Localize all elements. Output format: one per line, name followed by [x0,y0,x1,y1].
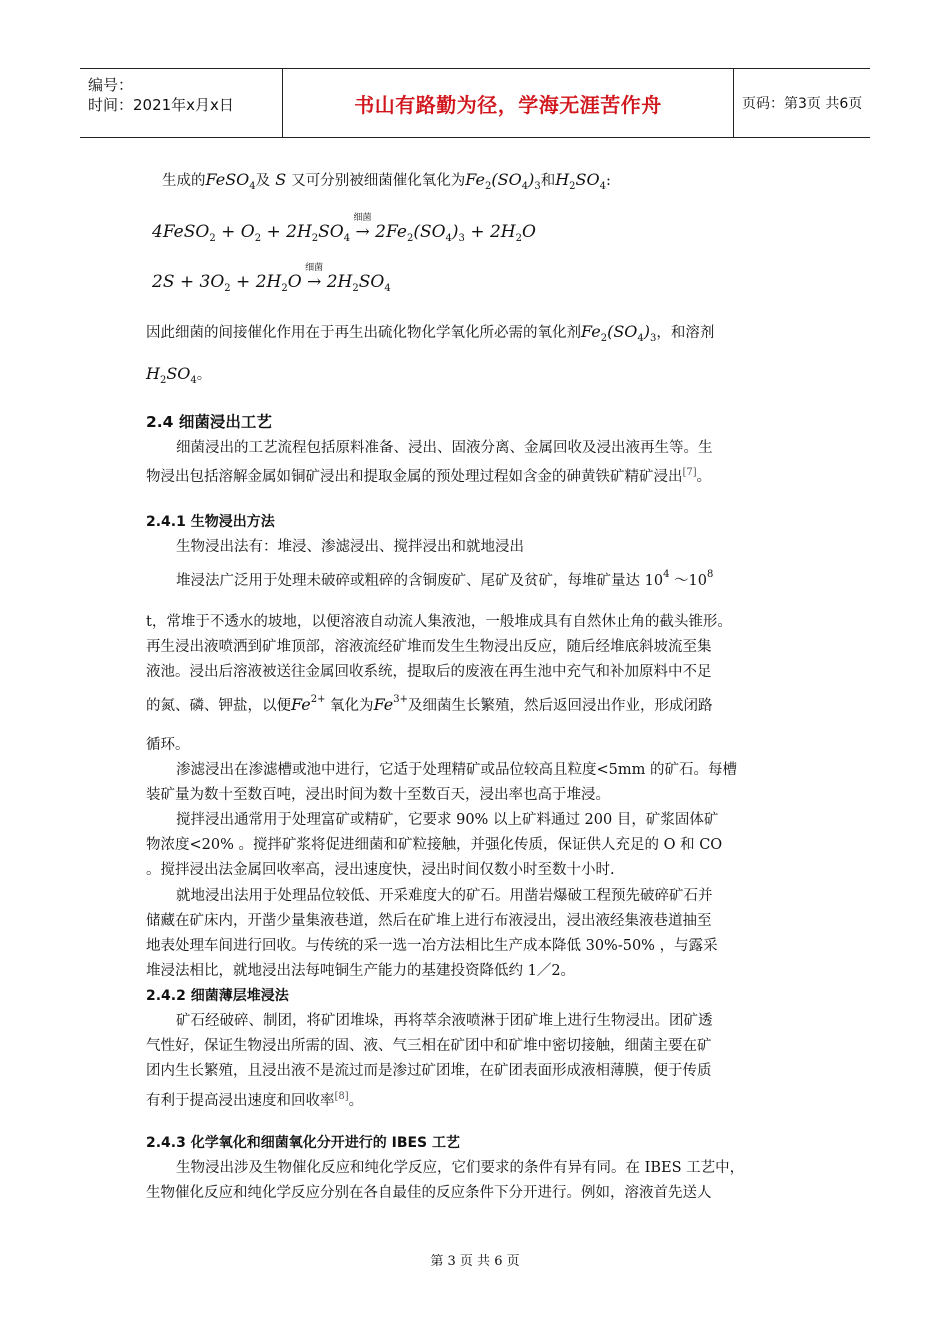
s241-line-4: 再生浸出液喷洒到矿堆顶部，溶液流经矿堆而发生生物浸出反应，随后经堆底斜坡流至集 [146,639,712,655]
text: 氧化为 [325,698,374,714]
number-label: 编号： [88,76,134,94]
text: 因此细菌的间接催化作用在于再生出硫化物化学氧化所必需的氧化剂 [146,325,581,341]
motto: 书山有路勤为径，学海无涯苦作舟 [282,69,734,137]
s241-line-7: 循环。 [146,737,190,753]
intro-line-2 [146,322,714,349]
s241-line-15: 地表处理车间进行回收。与传统的采一选一冶方法相比生产成本降低 30%-50% ，与露采 [146,938,718,954]
heading-2-4-1: 2.4.1 生物浸出方法 [146,514,275,530]
heading-2-4: 2.4 细菌浸出工艺 [146,413,272,431]
s242-line-1: 矿石经破碎、制团，将矿团堆垛，再将萃余液喷淋于团矿堆上进行生物浸出。团矿透 [176,1013,713,1029]
catalyst-label: 细菌 [305,263,324,273]
s241-line-11: 物浓度<20% 。搅拌矿浆将促进细菌和矿粒接触，并强化传质，保证供人充足的 O 和 CO [146,837,723,853]
formula-fe2so43: $Fe_2(SO_4)_3$ [465,170,541,192]
s241-line-10: 搅拌浸出通常用于处理富矿或精矿，它要求 90% 以上矿料通过 200 目，矿浆固体矿 [176,812,719,828]
s241-line-13: 就地浸出法用于处理品位较低、开采难度大的矿石。用凿岩爆破工程预先破碎矿石并 [176,888,713,904]
text: 生成的 [162,173,206,189]
s243-line-2: 生物催化反应和纯化学反应分别在各自最佳的反应条件下分开进行。例如，溶液首先送人 [146,1185,712,1201]
text: 及细菌生长繁殖，然后返回浸出作业，形成闭路 [408,698,713,714]
text: 。 [348,1093,364,1109]
text: 及 [255,173,271,189]
formula-h2so4: $H_2SO_4$ [555,170,606,192]
s242-line-3: 团内生长繁殖，且浸出液不是流过而是渗过矿团堆，在矿团表面形成液相薄膜，便于传质 [146,1063,712,1079]
text: 物浸出包括溶解金属如铜矿浸出和提取金属的预处理过程如含金的砷黄铁矿精矿浸出 [146,469,683,485]
text: 的氮、磷、钾盐，以便 [146,698,291,714]
intro-line-3 [146,364,211,391]
text: ，和溶剂 [656,325,715,341]
s241-line-5: 液池。浸出后溶液被送往金属回收系统，提取后的废液在再生池中充气和补加原料中不足 [146,664,712,680]
s243-line-1: 生物浸出涉及生物催化反应和纯化学反应，它们要求的条件有异有同。在 IBES 工艺中， [176,1160,745,1176]
s242-line-4 [146,1087,363,1111]
formula-s: S [270,170,292,189]
equation-1: 4FeSO$_2$ + $O_2 + 2H_2SO_4$ → 细菌 $2Fe_2(SO_4)_3 + 2H_2O$ [152,222,536,244]
s241-line-1: 生物浸出法有：堆浸、渗滤浸出、搅拌浸出和就地浸出 [176,539,524,555]
text: 和 [540,173,556,189]
text: 又可分别被细菌催化氧化为 [291,173,466,189]
catalyst-label: 细菌 [353,213,372,223]
s241-line-8: 渗滤浸出在渗滤槽或池中进行，它适于处理精矿或品位较高且粒度<5mm 的矿石。每槽 [176,762,737,778]
page-label: 页码：第3页 共6页 [742,96,863,112]
s241-line-2 [176,565,713,591]
s24-line-2 [146,463,711,487]
s241-line-6 [146,690,713,716]
reference: [8] [334,1091,349,1102]
s24-line-1: 细菌浸出的工艺流程包括原料准备、浸出、固液分离、金属回收及浸出液再生等。生 [176,440,713,456]
heading-2-4-2: 2.4.2 细菌薄层堆浸法 [146,988,289,1004]
formula-fe2plus: $Fe^{2+}$ [291,694,326,714]
page-footer: 第 3 页 共 6 页 [430,1254,520,1269]
text: 堆浸法广泛用于处理未破碎或粗碎的含铜废矿、尾矿及贫矿，每堆矿量达 10 [176,573,664,589]
text: 有利于提高浸出速度和回收率 [146,1093,335,1109]
text: 。 [696,469,712,485]
text: : [605,173,611,189]
equation-2: $2S + 3O_2 + 2H_2O$ → 细菌 $2H_2SO_4$ [152,272,391,294]
exponent: 4 [663,569,670,580]
formula-h2so4: $H_2SO_4$ [146,364,197,386]
s241-line-9: 装矿量为数十至数百吨，浸出时间为数十至数百天，浸出率也高于堆浸。 [146,787,610,803]
formula-feso4: FeSO$_4$ [205,170,256,192]
intro-line-1 [162,170,611,197]
text: 。 [196,367,212,383]
header-left-cell [80,69,282,137]
s241-line-14: 储藏在矿床内，开凿少量集液巷道，然后在矿堆上进行布液浸出，浸出液经集液巷道抽至 [146,913,712,929]
s241-line-16: 堆浸法相比，就地浸出法每吨铜生产能力的基建投资降低约 1／2。 [146,963,576,979]
page-header [80,68,870,138]
formula-fe2so43: $Fe_2(SO_4)_3$ [581,322,657,344]
s241-line-12: 。搅拌浸出法金属回收率高，浸出速度快，浸出时间仅数小时至数十小时. [146,862,615,878]
formula-fe3plus: $Fe^{3+}$ [373,694,409,714]
exponent: 8 [707,569,714,580]
heading-2-4-3: 2.4.3 化学氧化和细菌氧化分开进行的 IBES 工艺 [146,1135,461,1151]
text: ～10 [669,573,707,589]
s242-line-2: 气性好，保证生物浸出所需的固、液、气三相在矿团中和矿堆中密切接触，细菌主要在矿 [146,1038,712,1054]
s241-line-3: t，常堆于不透水的坡地，以便溶液自动流人集液池，一般堆成具有自然休止角的截头锥形。 [146,614,732,630]
reference: [7] [682,467,697,478]
time-label: 时间：2021年x月x日 [88,96,234,114]
